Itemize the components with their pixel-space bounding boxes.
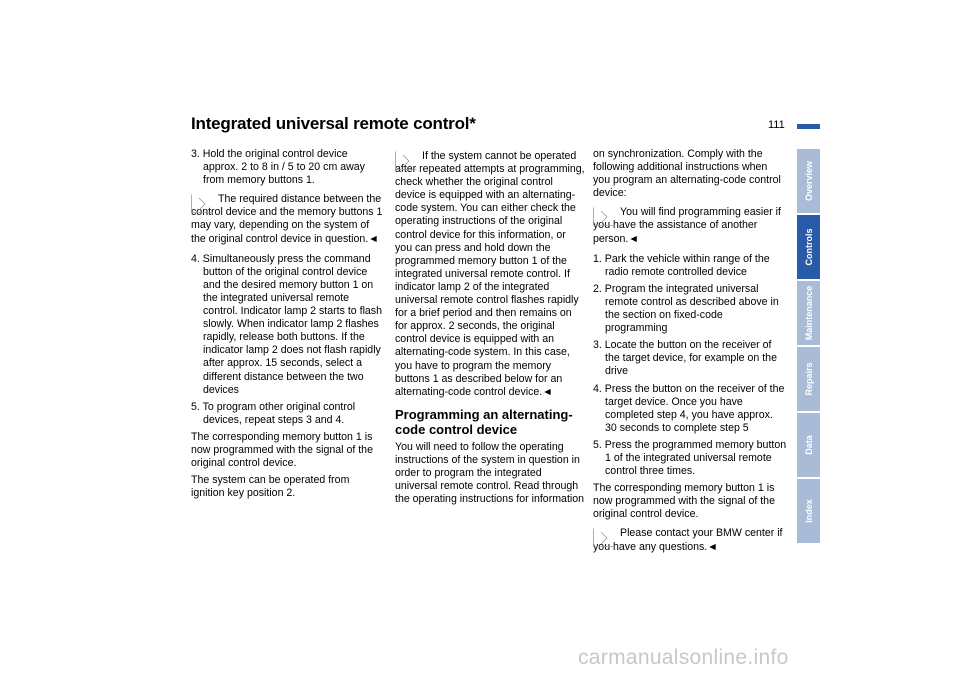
note-arrow-icon	[593, 207, 615, 226]
note	[593, 206, 787, 245]
tab-label: Repairs	[803, 362, 814, 396]
tab-label: Data	[803, 435, 814, 455]
note	[191, 193, 383, 245]
column-1	[191, 148, 383, 504]
step-5: 5. Press the programmed memory button 1 of the integrated universal remote control three times.	[593, 438, 787, 478]
paragraph: on synchronization. Comply with the following additional instructions when you program an alternating-code control device:	[593, 148, 781, 200]
step-3: 3. Hold the original control device approx. 2 to 8 in / 5 to 20 cm away from memory buttons 1.	[191, 148, 365, 187]
paragraph: The corresponding memory button 1 is now programmed with the signal of the original control device.	[191, 430, 373, 470]
note	[593, 527, 787, 553]
step-3: 3. Locate the button on the receiver of the target device, for example on the drive	[593, 339, 777, 378]
column-2	[395, 144, 585, 510]
page-number: 111	[768, 119, 785, 131]
page-title: Integrated universal remote control*	[191, 114, 476, 133]
tab-index[interactable]	[797, 479, 820, 543]
tab-data[interactable]	[797, 413, 820, 477]
tab-repairs[interactable]	[797, 347, 820, 411]
tab-label: Controls	[803, 228, 814, 266]
watermark: carmanualsonline.info	[578, 646, 789, 669]
step-5: 5. To program other original control devices, repeat steps 3 and 4.	[191, 400, 356, 426]
step-1: 1. Park the vehicle within range of the radio remote controlled device	[593, 252, 770, 278]
step-2: 2. Program the integrated universal remote control as described above in the section on fixed-code programming	[593, 282, 779, 335]
section-heading: Programming an alternating-code control device	[395, 406, 573, 437]
tab-label: Index	[803, 499, 814, 523]
tab-maintenance[interactable]	[797, 281, 820, 345]
section-tabs	[797, 149, 820, 545]
paragraph: The system can be operated from ignition key position 2.	[191, 474, 350, 500]
note-text: If the system cannot be operated after repeated attempts at programming, check whether the original control device is equipped with an alternating-code system. You can either check the operating instructions of the original control device for this information, or you can press and hold down the programmed memory button 1 of the integrated universal remote control. If indicator lamp 2 of the integrated universal remote control flashes rapidly for a brief period and then remains on for approx. 2 seconds, the original control device is equipped with an alternating-code system. In this case, you have to program the memory buttons 1 as described below for an alternating-code control device.◄	[395, 150, 585, 398]
step-4: 4. Simultaneously press the command button of the original control device and the desired memory button 1 on the integrated universal remote control. Indicator lamp 2 starts to flash slowly. When indicator lamp 2 flashes rapidly, release both buttons. If the indicator lamp 2 does not flash rapidly after approx. 15 seconds, select a different distance between the two devices	[191, 252, 382, 396]
tab-controls[interactable]	[797, 215, 820, 279]
note-arrow-icon	[395, 151, 417, 170]
tab-label: Maintenance	[803, 285, 814, 341]
note-text: You will find programming easier if you have the assistance of another person.◄	[593, 206, 781, 245]
tab-label: Overview	[803, 160, 814, 202]
paragraph: You will need to follow the operating instructions of the system in question in order to program the integrated universal remote control. Read through the operating instructions for information	[395, 440, 585, 506]
page-number-bar	[797, 124, 820, 129]
note-text: The required distance between the control device and the memory buttons 1 may vary, depending on the system of the original control device in question.◄	[191, 193, 383, 245]
note-arrow-icon	[191, 194, 213, 213]
column-3	[593, 148, 787, 561]
paragraph: The corresponding memory button 1 is now programmed with the signal of the original control device.	[593, 482, 775, 521]
note-text: Please contact your BMW center if you have any questions.◄	[593, 527, 783, 553]
tab-overview[interactable]	[797, 149, 820, 213]
step-4: 4. Press the button on the receiver of the target device. Once you have completed step 4, you have approx. 30 seconds to complete step 5	[593, 382, 785, 434]
note	[395, 150, 585, 399]
note-arrow-icon	[593, 528, 615, 547]
